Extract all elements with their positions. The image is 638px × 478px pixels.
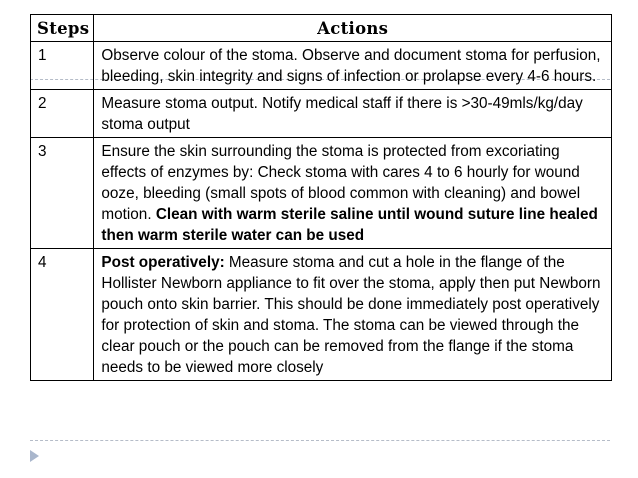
actions-column-header: Actions [94, 15, 612, 42]
table-row [31, 90, 612, 138]
step-number: 3 [31, 138, 94, 249]
action-text: Measure stoma and cut a hole in the flange of the Hollister Newborn appliance to fit over the stoma, apply then put Newborn pouch onto skin barrier. This should be done immediately post operatively for protection of skin and stoma. The stoma can be viewed through the clear pouch or the pouch can be removed from the flange if the stoma needs to be viewed more closely [101, 254, 601, 376]
table-row [31, 249, 612, 381]
action-emphasis-text: Post operatively: [101, 254, 225, 271]
table-row [31, 138, 612, 249]
action-cell [94, 249, 612, 381]
steps-actions-table [30, 14, 612, 381]
table-row [31, 42, 612, 90]
action-text: Observe colour of the stoma. Observe and document stoma for perfusion, bleeding, skin integrity and signs of infection or prolapse every 4-6 hours. [94, 42, 612, 90]
slide-bullet-triangle-icon [30, 450, 39, 462]
action-text: Ensure the skin surrounding the stoma is protected from excoriating effects of enzymes by: Check stoma with cares 4 to 6 hourly for wound ooze, bleeding (small spots of blood common with cleaning) and bowel motion. [101, 143, 581, 223]
step-number: 2 [31, 90, 94, 138]
step-number: 1 [31, 42, 94, 90]
action-emphasis-text: Clean with warm sterile saline until wound suture line healed then warm sterile water can be used [101, 206, 598, 244]
steps-column-header: Steps [31, 15, 94, 42]
action-cell [94, 138, 612, 249]
step-number: 4 [31, 249, 94, 381]
action-text: Measure stoma output. Notify medical staff if there is >30-49mls/kg/day stoma output [94, 90, 612, 138]
slide-guide-line [30, 440, 610, 441]
table-header-row [31, 15, 612, 42]
